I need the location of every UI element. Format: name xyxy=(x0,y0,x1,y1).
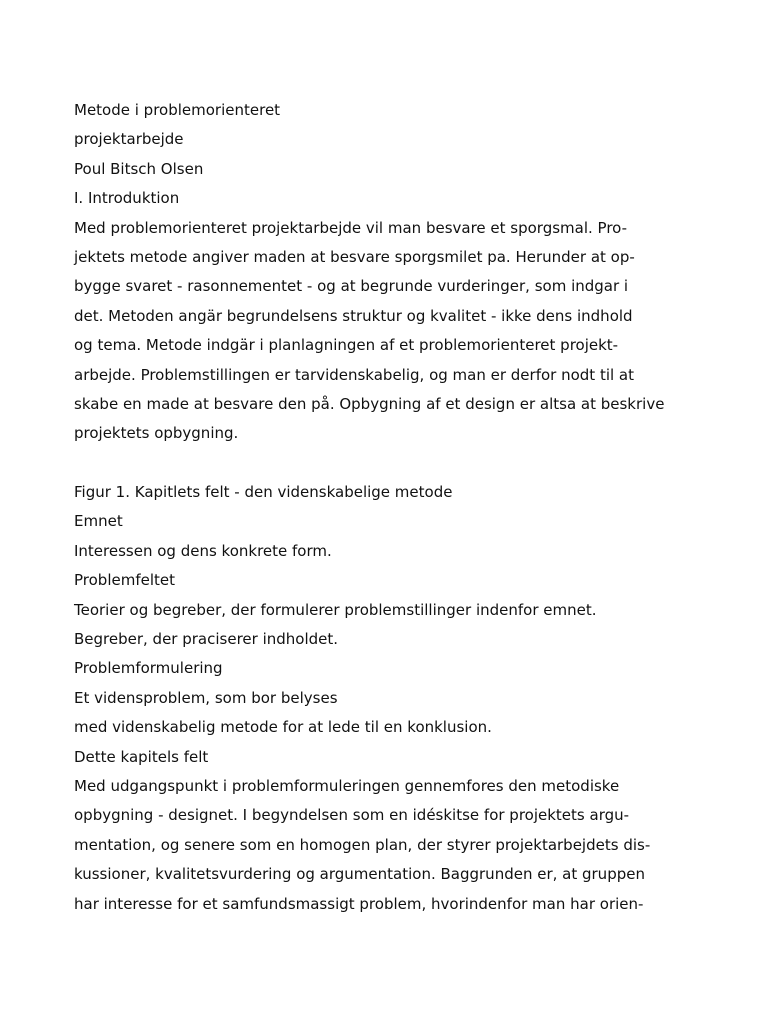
figure-item-heading: Emnet xyxy=(74,512,123,531)
paragraph-line: og tema. Metode indgär i planlagningen af et problemorienteret projekt- xyxy=(74,336,619,355)
figure-item-text: Teorier og begreber, der formulerer problemstillinger indenfor emnet. xyxy=(74,600,597,619)
title-line-2: projektarbejde xyxy=(74,130,184,149)
paragraph-line: bygge svaret - rasonnementet - og at begrunde vurderinger, som indgar i xyxy=(74,277,629,296)
document-text xyxy=(74,96,744,919)
figure-item-heading: Problemformulering xyxy=(74,659,223,678)
paragraph-line: jektets metode angiver maden at besvare sporgsmilet pa. Herunder at op- xyxy=(74,247,635,266)
paragraph-line: Med udgangspunkt i problemformuleringen gennemfores den metodiske xyxy=(74,776,620,795)
paragraph-line: har interesse for et samfundsmassigt problem, hvorindenfor man har orien- xyxy=(74,894,644,913)
paragraph-line: projektets opbygning. xyxy=(74,424,239,443)
paragraph-line: mentation, og senere som en homogen plan, der styrer projektarbejdets dis- xyxy=(74,835,651,854)
paragraph-line: skabe en made at besvare den på. Opbygning af et design er altsa at beskrive xyxy=(74,394,665,413)
paragraph-line: arbejde. Problemstillingen er tarvidenskabelig, og man er derfor nodt til at xyxy=(74,365,634,384)
paragraph-line: opbygning - designet. I begyndelsen som en idéskitse for projektets argu- xyxy=(74,806,630,825)
paragraph-line: Med problemorienteret projektarbejde vil man besvare et sporgsmal. Pro- xyxy=(74,218,628,237)
figure-item-text: Begreber, der praciserer indholdet. xyxy=(74,630,339,649)
author-line: Poul Bitsch Olsen xyxy=(74,159,204,178)
figure-item-text: Interessen og dens konkrete form. xyxy=(74,541,332,560)
figure-caption: Figur 1. Kapitlets felt - den videnskabelige metode xyxy=(74,483,453,502)
title-line-1: Metode i problemorienteret xyxy=(74,101,281,119)
figure-item-text: med videnskabelig metode for at lede til en konklusion. xyxy=(74,718,492,737)
figure-item-text: Et vidensproblem, som bor belyses xyxy=(74,688,338,707)
paragraph-line: det. Metoden angär begrundelsens struktur og kvalitet - ikke dens indhold xyxy=(74,306,633,325)
paragraph-gap xyxy=(74,449,744,478)
figure-item-heading: Dette kapitels felt xyxy=(74,747,209,766)
figure-item-heading: Problemfeltet xyxy=(74,571,175,590)
paragraph-line: kussioner, kvalitetsvurdering og argumentation. Baggrunden er, at gruppen xyxy=(74,865,645,884)
section-heading: I. Introduktion xyxy=(74,189,180,208)
